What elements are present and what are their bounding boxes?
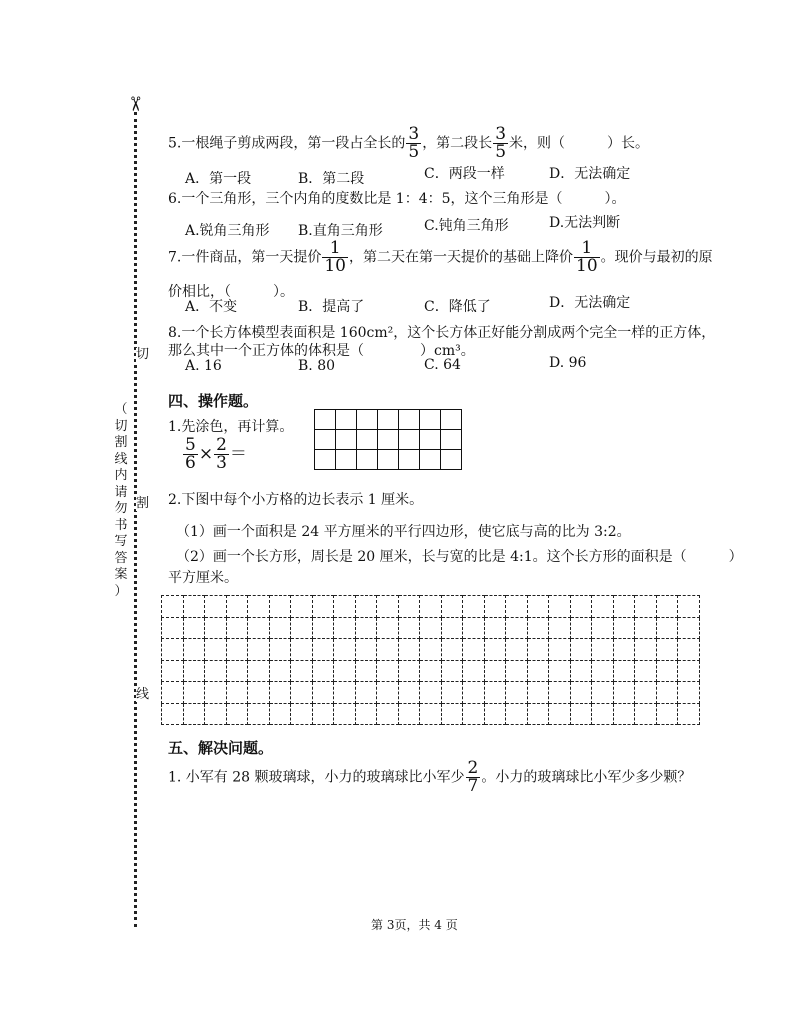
q8-option-b: B. 80	[298, 358, 336, 374]
question-8: 8.一个长方体模型表面积是 160cm²，这个长方体正好能分割成两个完全一样的正方体，	[168, 325, 716, 341]
q5-option-c: C．两段一样	[424, 166, 505, 182]
question-5: 5.一根绳子剪成两段，第一段占全长的 $\frac{3}{5}$ ，第二段长 $\frac{3}{5}$ 米，则（ ）长。	[168, 124, 650, 162]
q8-option-d: D. 96	[549, 355, 587, 371]
side-label-xian: 线	[136, 687, 150, 702]
fraction-2-7: $\frac{2}{7}$	[467, 758, 479, 796]
fraction-1-10-b: $\frac{1}{10}$	[576, 238, 598, 276]
page-footer: 第 3页，共 4 页	[371, 918, 458, 932]
sec4-expression: $\frac{5}{6}$ × $\frac{2}{3}$ ＝	[185, 435, 247, 473]
q5-option-a: A．第一段	[185, 171, 252, 187]
cut-line	[134, 112, 137, 927]
q8-option-a: A. 16	[185, 358, 222, 374]
coloring-grid[interactable]	[314, 409, 462, 470]
sec5-question-1: 1. 小军有 28 颗玻璃球，小力的玻璃球比小军少 $\frac{2}{7}$ 。小力的玻璃球比小军少多少颗？	[168, 758, 692, 796]
question-7-line2: 价相比，（ ）。	[168, 284, 294, 300]
sec4-question-1: 1.先涂色，再计算。	[168, 419, 294, 435]
fraction-3-5: $\frac{3}{5}$	[408, 124, 420, 162]
q7-option-a: A．不变	[185, 299, 238, 315]
q6-option-a: A.锐角三角形	[185, 223, 270, 239]
q6-option-c: C.钝角三角形	[424, 218, 509, 234]
sec4-question-2-2: （2）画一个长方形，周长是 20 厘米，长与宽的比是 4:1。这个长方形的面积是（ ）	[176, 549, 743, 565]
q6-option-d: D.无法判断	[549, 215, 621, 231]
section-5-title: 五、解决问题。	[168, 739, 274, 757]
fraction-1-10: $\frac{1}{10}$	[324, 238, 346, 276]
q5-option-b: B．第二段	[298, 171, 365, 187]
question-7: 7.一件商品，第一天提价 $\frac{1}{10}$ ，第二天在第一天提价的基础上降价 $\frac{1}{10}$ 。现价与最初的原	[168, 238, 713, 276]
sec4-question-2-1: （1）画一个面积是 24 平方厘米的平行四边形，使它底与高的比为 3:2。	[176, 524, 631, 540]
fraction-5-6: $\frac{5}{6}$	[185, 435, 196, 473]
side-label-qie: 切	[136, 347, 150, 362]
drawing-grid[interactable]	[161, 595, 700, 725]
q7-option-d: D．无法确定	[549, 295, 631, 311]
side-label-ge: 割	[136, 496, 150, 511]
side-note: （ 切 割 线 内 请 勿 书 写 答 案 ）	[114, 402, 128, 599]
q6-option-b: B.直角三角形	[298, 223, 383, 239]
question-8-line2: 那么其中一个正方体的体积是（ ）cm³。	[168, 343, 475, 359]
scissors-icon: ✂	[123, 95, 148, 113]
sec4-question-2-2-b: 平方厘米。	[168, 570, 238, 586]
question-6: 6.一个三角形，三个内角的度数比是 1：4：5，这个三角形是（ ）。	[168, 191, 626, 207]
q5-option-d: D．无法确定	[549, 166, 631, 182]
q7-option-b: B．提高了	[298, 299, 365, 315]
section-4-title: 四、操作题。	[168, 392, 259, 410]
q7-option-c: C．降低了	[424, 299, 491, 315]
fraction-2-3: $\frac{2}{3}$	[216, 435, 227, 473]
q8-option-c: C. 64	[424, 357, 461, 373]
fraction-3-5-meter: $\frac{3}{5}$	[495, 124, 507, 162]
sec4-question-2: 2.下图中每个小方格的边长表示 1 厘米。	[168, 492, 424, 508]
